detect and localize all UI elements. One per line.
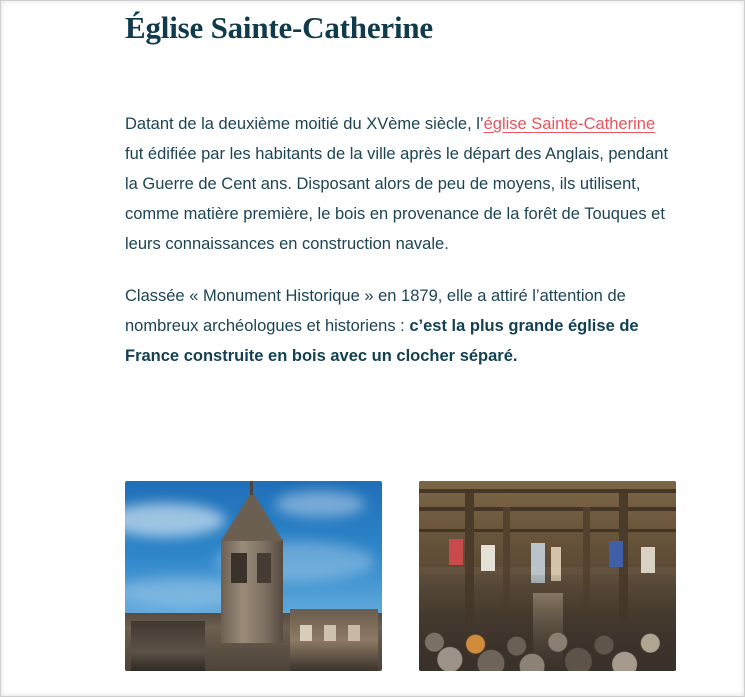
eglise-sainte-catherine-link[interactable]: église Sainte-Catherine bbox=[483, 114, 656, 133]
house-right-shape bbox=[290, 609, 378, 671]
congregation-shape bbox=[419, 575, 676, 671]
spire-finial-shape bbox=[250, 481, 253, 495]
house-left-shape bbox=[131, 621, 205, 671]
paragraph-2-highlight: c’est la plus grande église de France construite en bois avec un clocher séparé. bbox=[125, 316, 639, 365]
banner-shape bbox=[449, 539, 463, 565]
paragraph-2-text-a: Classée « Monument Historique » en 1879, elle a attiré l’attention de nombreux archéologues et historiens : bbox=[125, 286, 626, 335]
cloud-shape bbox=[125, 503, 225, 537]
paragraph-1 bbox=[125, 109, 677, 259]
banner-shape bbox=[481, 545, 495, 571]
banner-shape bbox=[609, 541, 623, 567]
page-title: Église Sainte-Catherine bbox=[125, 10, 433, 45]
bell-tower-shape bbox=[221, 539, 283, 643]
ceiling-beam-shape bbox=[419, 507, 676, 511]
paragraph-1-text-b: fut édifiée par les habitants de la ville après le départ des Anglais, pendant la Guerre de Cent ans. Disposant alors de peu de moyens, ils utilisent, comme matière première, le bois en provenance de la forêt de Touques et leurs connaissances en construction navale. bbox=[125, 144, 669, 253]
spire-shape bbox=[221, 491, 283, 541]
article-content bbox=[125, 1, 677, 371]
image-gallery bbox=[125, 481, 677, 671]
ceiling-beam-shape bbox=[419, 489, 676, 493]
ceiling-beam-shape bbox=[419, 529, 676, 532]
paragraph-1-text-a: Datant de la deuxième moitié du XVème siècle, l’ bbox=[125, 114, 484, 133]
banner-shape bbox=[641, 547, 655, 573]
church-interior-photo[interactable] bbox=[419, 481, 676, 671]
paragraph-2 bbox=[125, 281, 677, 371]
church-steeple-photo[interactable] bbox=[125, 481, 382, 671]
cloud-shape bbox=[275, 491, 365, 517]
